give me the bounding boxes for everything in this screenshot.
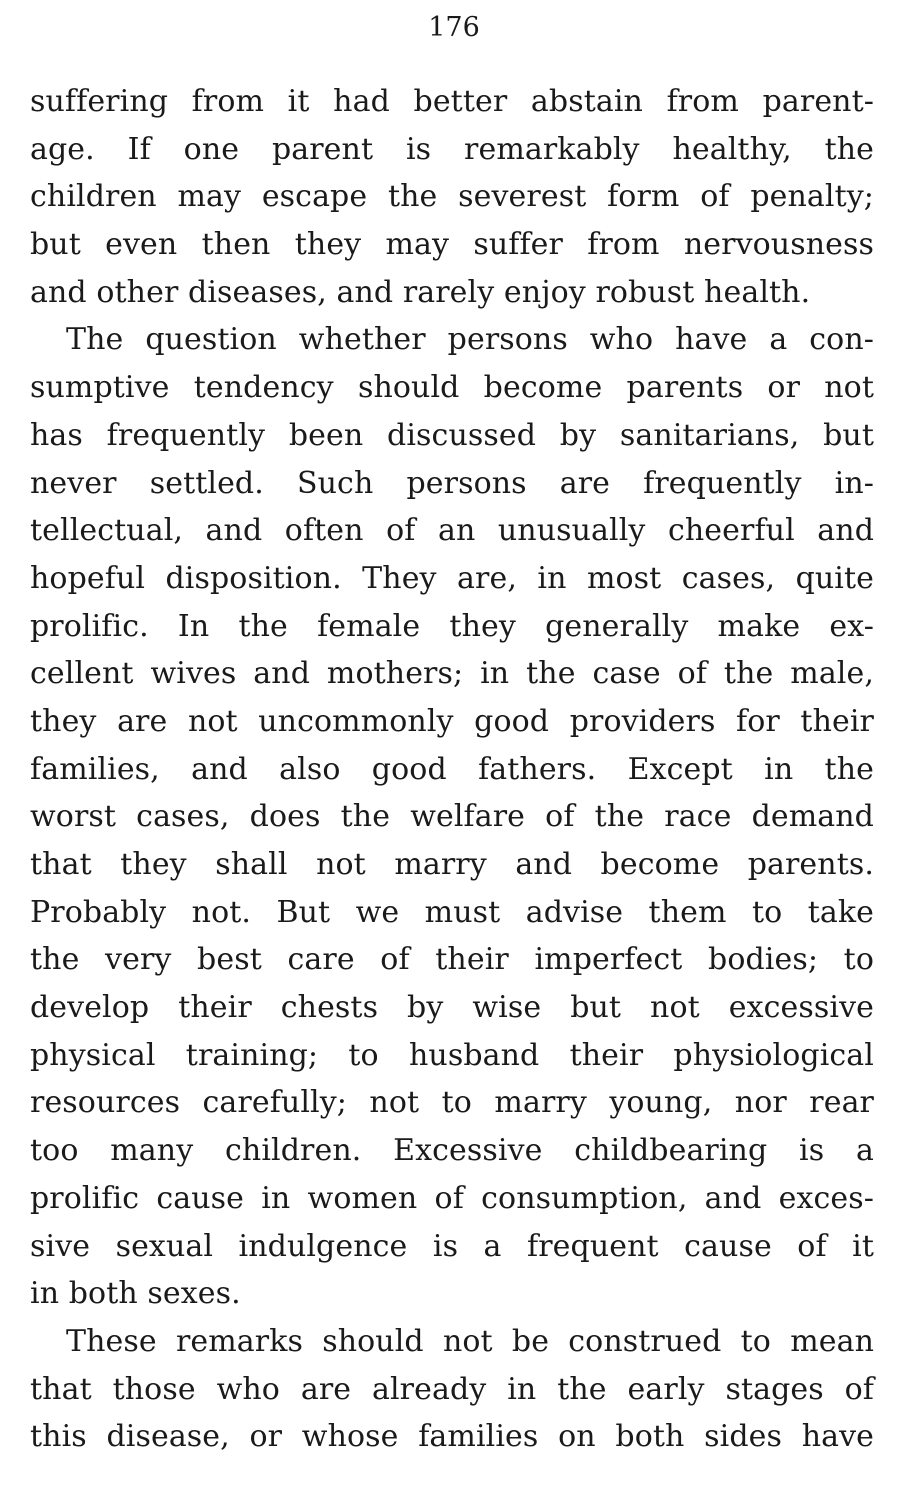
text-line: that those who are already in the early stages of [30,1371,874,1407]
text-line: prolific. In the female they generally make ex- [30,608,874,644]
text-line: has frequently been discussed by sanitarians, but [30,417,874,453]
text-line: tellectual, and often of an unusually cheerful and [30,513,874,549]
text-line: children may escape the severest form of penalty; [30,179,874,215]
text-line: develop their chests by wise but not excessive [30,990,874,1026]
text-line: These remarks should not be construed to mean [66,1323,874,1359]
text-line: suffering from it had better abstain from parent- [30,84,874,119]
text-line: Probably not. But we must advise them to take [30,894,874,930]
body-text [30,78,874,1461]
text-line: sumptive tendency should become parents or not [30,370,874,406]
text-line: cellent wives and mothers; in the case of the male, [30,656,874,692]
text-line: and other diseases, and rarely enjoy robust health. [30,274,811,310]
text-line: but even then they may suffer from nervousness [30,227,874,263]
text-line: age. If one parent is remarkably healthy, the [30,131,874,167]
text-line: they are not uncommonly good providers for their [30,703,874,739]
text-line: that they shall not marry and become parents. [30,847,874,882]
text-line: never settled. Such persons are frequently in- [30,465,874,501]
text-line: prolific cause in women of consumption, and exces- [30,1180,874,1216]
text-line: in both sexes. [30,1276,241,1312]
page-number: 176 [428,12,480,43]
text-line: families, and also good fathers. Except in the [30,751,874,787]
text-line: resources carefully; not to marry young, nor rear [30,1085,874,1121]
text-line: the very best care of their imperfect bodies; to [30,942,874,978]
text-line: The question whether persons who have a con- [66,322,874,358]
text-line: this disease, or whose families on both sides have [30,1419,874,1455]
text-line: sive sexual indulgence is a frequent cause of it [30,1228,874,1264]
text-line: hopeful disposition. They are, in most cases, quite [30,560,874,596]
text-line: too many children. Excessive childbearing is a [30,1133,874,1169]
text-line: worst cases, does the welfare of the race demand [30,799,874,835]
text-line: physical training; to husband their physiological [30,1037,874,1073]
